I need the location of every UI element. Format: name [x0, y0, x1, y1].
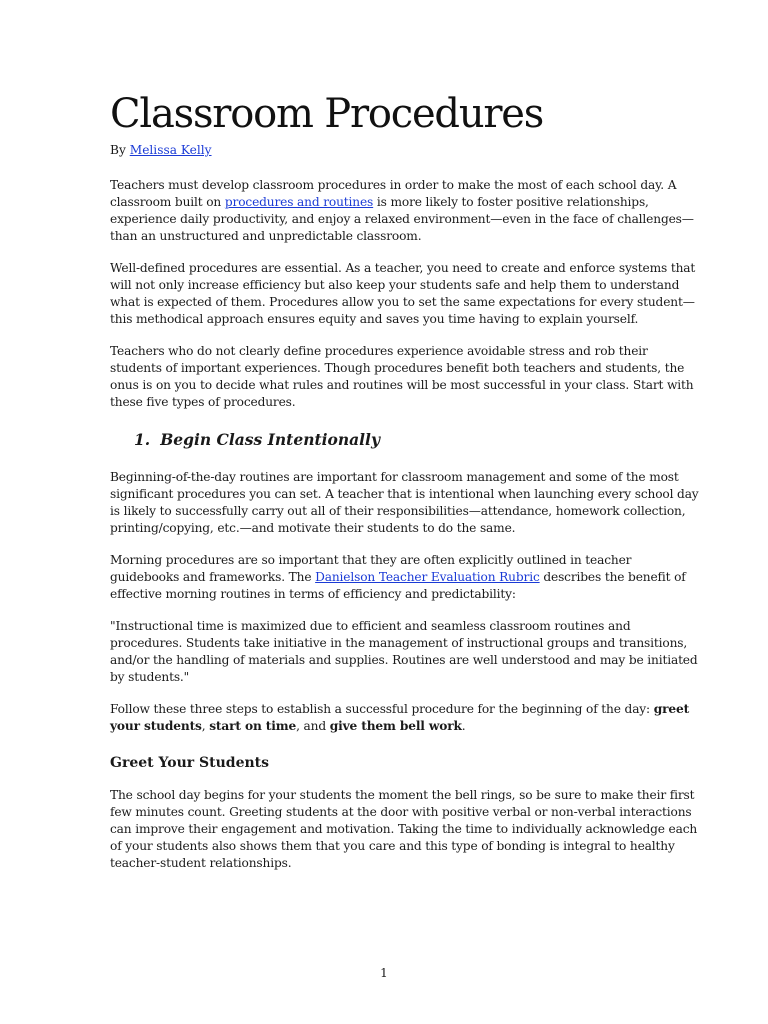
section-text: . — [461, 719, 466, 733]
byline-prefix: By — [110, 143, 130, 157]
section-text: , and — [296, 719, 330, 733]
section-heading — [110, 429, 700, 451]
section-text: describes the benefit of effective morning routines in terms of efficiency and predictability: — [110, 570, 686, 601]
document-page — [110, 86, 700, 887]
section-number: 1. — [134, 430, 151, 449]
section-text: Morning procedures are so important that they are often explicitly outlined in teacher guidebooks and frameworks. The — [110, 553, 632, 584]
page-title: Classroom Procedures — [110, 91, 544, 137]
section-text: , — [201, 719, 210, 733]
section-text: Follow these three steps to establish a successful procedure for the beginning of the day: — [110, 702, 654, 716]
quote-paragraph: "Instructional time is maximized due to efficient and seamless classroom routines and procedures. Students take initiative in the management of instructional groups and transitions, and/or the handling of materials and supplies. Routines are well understood and may be initiated by students." — [110, 619, 698, 684]
intro-text: Teachers must develop classroom procedures in order to make the most of each school day. A classroom built on — [110, 178, 677, 209]
section-paragraph-4 — [110, 701, 700, 735]
subsection-heading: Greet Your Students — [110, 755, 270, 771]
subsection-paragraph: The school day begins for your students the moment the bell rings, so be sure to make their first few minutes count. Greeting students at the door with positive verbal or non-verbal interactions can improve their engagement and motivation. Taking the time to individually acknowledge each of your students also shows them that you care and this type of bonding is integral to healthy teacher-student relationships. — [110, 788, 698, 870]
section-paragraph-2 — [110, 552, 700, 603]
danielson-rubric-link[interactable]: Danielson Teacher Evaluation Rubric — [315, 570, 540, 584]
section-paragraph-1: Beginning-of-the-day routines are important for classroom management and some of the most significant procedures you can set. A teacher that is intentional when launching every school day is likely to successfully carry out all of their responsibilities—attendance, homework collection, printing/copying, etc.—and motivate their students to do the same. — [110, 470, 699, 535]
bold-step: greet your students — [110, 702, 690, 733]
intro-paragraph-1 — [110, 177, 700, 245]
intro-text: is more likely to foster positive relationships, experience daily productivity, and enjoy a relaxed environment—even in the face of challenges—than an unstructured and unpredictable classroom. — [110, 195, 694, 243]
author-link[interactable]: Melissa Kelly — [129, 143, 212, 157]
procedures-routines-link[interactable]: procedures and routines — [224, 195, 374, 209]
byline — [110, 142, 700, 159]
page-number: 1 — [380, 966, 388, 980]
section-title: Begin Class Intentionally — [160, 430, 380, 449]
intro-paragraph-3: Teachers who do not clearly define procedures experience avoidable stress and rob their students of important experiences. Though procedures benefit both teachers and students, the onus is on you to decide what rules and routines will be most successful in your class. Start with these five types of procedures. — [110, 344, 694, 409]
bold-step: start on time — [209, 719, 297, 733]
bold-step: give them bell work — [329, 719, 462, 733]
intro-paragraph-2: Well-defined procedures are essential. As a teacher, you need to create and enforce systems that will not only increase efficiency but also keep your students safe and help them to understand what is expected of them. Procedures allow you to set the same expectations for every student—this methodical approach ensures equity and saves you time having to explain yourself. — [110, 261, 696, 326]
